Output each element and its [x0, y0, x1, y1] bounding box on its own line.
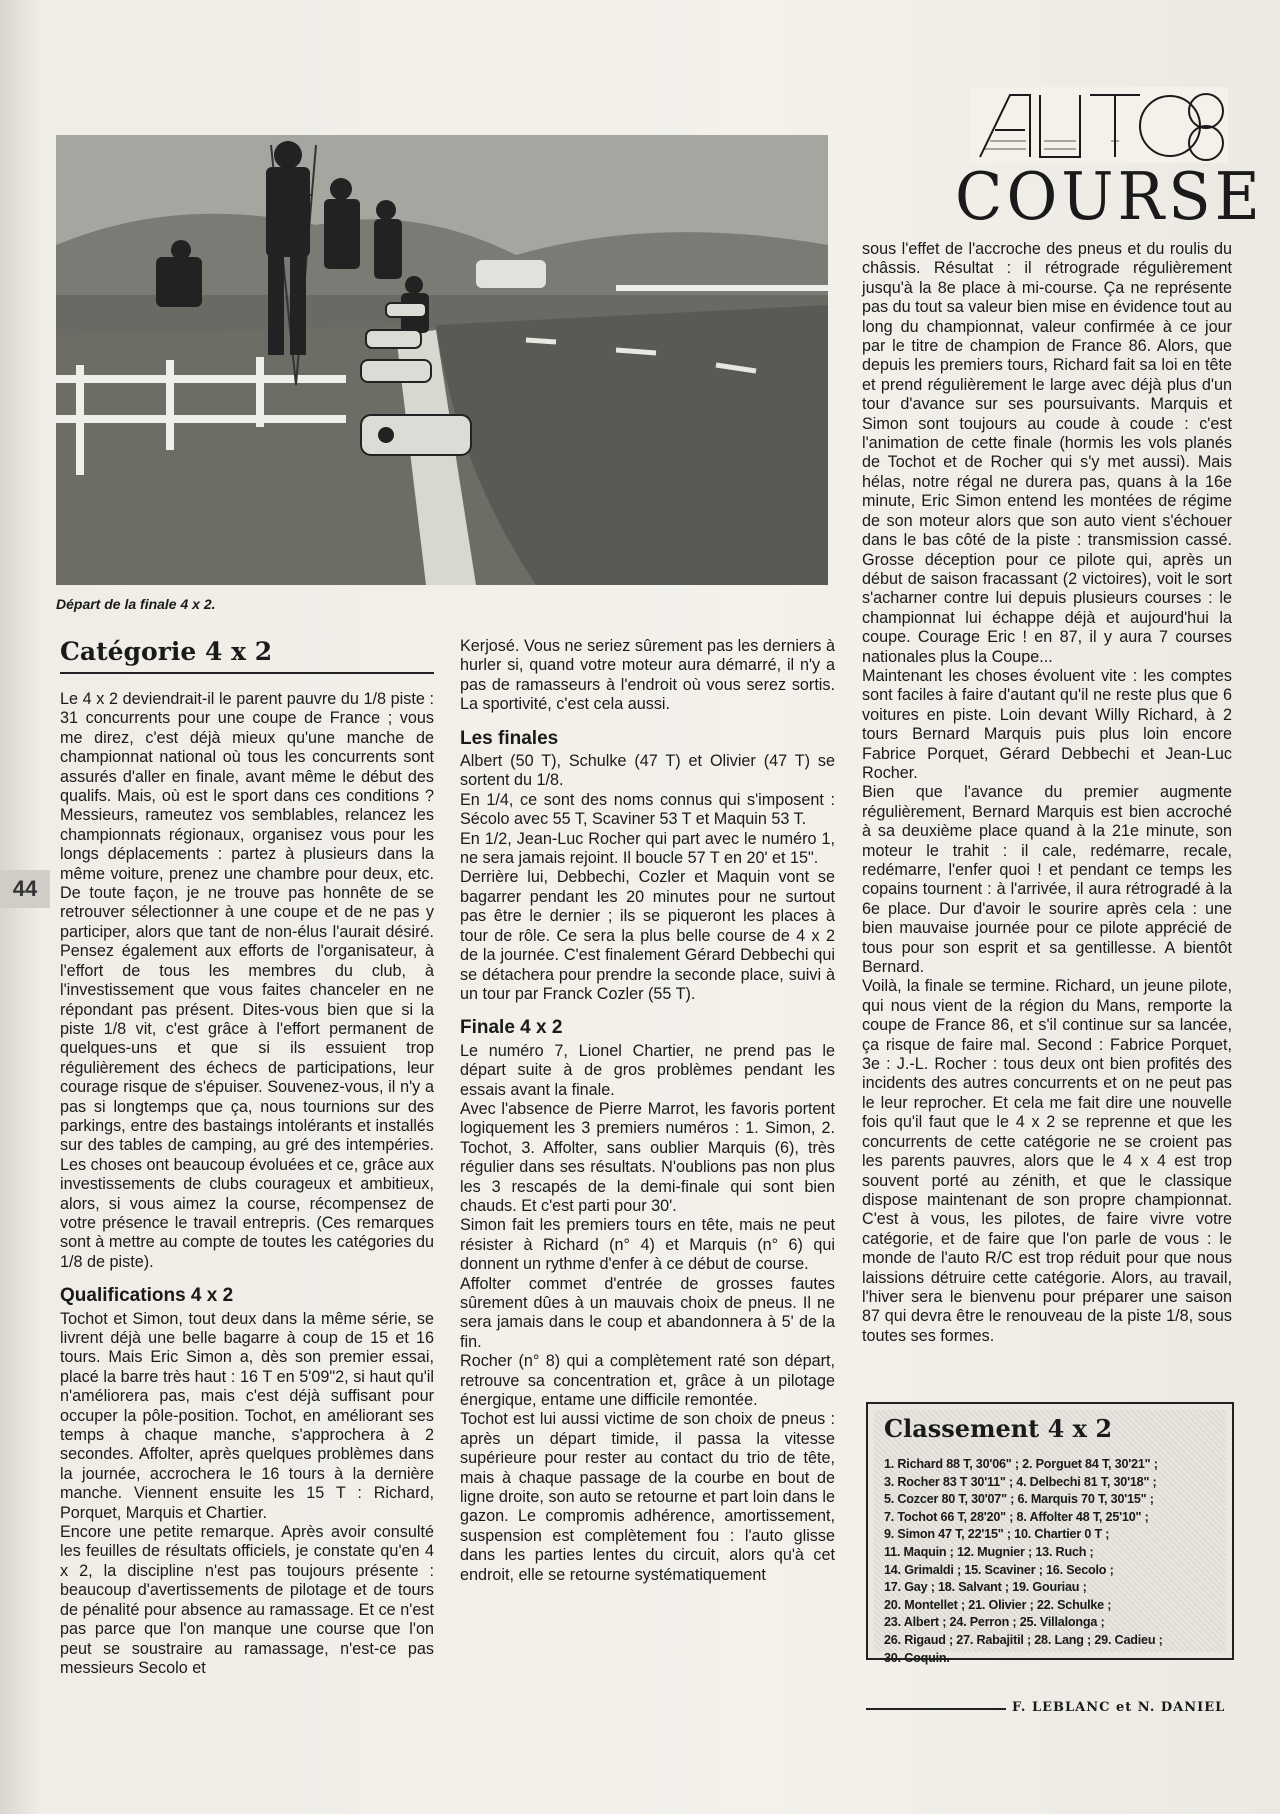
column-3-paragraph-3: Bien que l'avance du premier augmente régulièrement, Bernard Marquis est bien accroché à sa deuxième place quand à la 21e minute, son moteur le trahit : il cale, redémarre, recale, redémarre, l'enfer quoi ! et pendant ce temps les copains tournent : à l'arrivée, il aura rétrogradé à la 6e place. Dur d'avoir le sourire après cela : une bien mauvaise journée pour ce pilote apprécié de tous pour son esprit et sa gentillesse. A bientôt Bernard. [862, 783, 1232, 977]
finales-paragraph-2: En 1/4, ce sont des noms connus qui s'imposent : Sécolo avec 55 T, Scaviner 53 T et Maquin 53 T. [460, 790, 835, 829]
continued-paragraph: Kerjosé. Vous ne seriez sûrement pas les derniers à hurler si, quand votre moteur aura démarré, il n'y a pas de ramasseurs à l'endroit où vous serez sortis. La sportivité, c'est cela aussi. [460, 637, 835, 714]
author-byline: F. LEBLANC et N. DANIEL [1012, 1700, 1226, 1715]
page-number: 44 [0, 870, 50, 908]
standings-line: 23. Albert ; 24. Perron ; 25. Villalonga ; [884, 1615, 1105, 1630]
column-3-paragraph-1: sous l'effet de l'accroche des pneus et du roulis du châssis. Résultat : il rétrograde régulièrement jusqu'à la 8e place à mi-course. Ça ne représente pas du tout sa valeur bien mise en évidence tout au long du championnat, valeur confirmée à ce jour par le titre de champion de France 86. Alors, que depuis les premiers tours, Richard fait sa loi en tête et prend régulièrement le large avec déjà plus d'un tour d'avance sur ses poursuivants. Marquis et Simon sont toujours au coude à coude : c'est l'animation de cette finale (hormis les vols planés de Tochot et de Rocher qui s'y met aussi). Mais hélas, notre régal ne durera pas, quans à la 16e minute, Eric Simon entend les montées de régime de son moteur alors que son auto vient s'échouer dans le bas côté de la piste : transmission cassé. Grosse déception pour ce pilote qui, après un début de saison fracassant (2 victoires), voit le sort s'acharner contre lui depuis plusieurs courses : le championnat lui échappe déjà et aujourd'hui la coupe. Courage Eric ! en 87, il y aura 7 courses nationales plus la Coupe... [862, 240, 1232, 666]
qualifications-paragraph-1: Tochot et Simon, tout deux dans la même série, se livrent déjà une belle bagarre à coup de 15 et 16 tours. Mais Eric Simon a, dès son premier essai, placé la barre très haut : 16 T en 5'09"2, si haut qu'il n'améliorera pas, mais c'est déjà suffisant pour occuper la pôle-position. Tochot, en améliorant ses temps à chaque manche, s'approchera à 2 secondes. Affolter, après quelques problèmes dans la journée, accrochera le 16 tours à la dernière manche. Viennent ensuite les 15 T : Richard, Porquet, Marquis et Chartier. [60, 1309, 434, 1522]
finale-paragraph-1: Le numéro 7, Lionel Chartier, ne prend pas le départ suite à de gros problèmes pendant les essais avant la finale. [460, 1041, 835, 1099]
finale-heading: Finale 4 x 2 [460, 1017, 563, 1039]
standings-line: 17. Gay ; 18. Salvant ; 19. Gouriau ; [884, 1580, 1087, 1595]
standings-line: 30. Coquin. [884, 1650, 950, 1665]
column-3-paragraph-2: Maintenant les choses évoluent vite : les comptes sont faciles à faire d'autant qu'il ne reste plus que 6 voitures en piste. Loin devant Willy Richard, à 2 tours Bernard Marquis puis plus loin encore Fabrice Porquet, Gérard Debbechi et Jean-Luc Rocher. [862, 666, 1232, 782]
qualifications-heading: Qualifications 4 x 2 [60, 1285, 234, 1307]
standings-title: Classement 4 x 2 [884, 1414, 1113, 1443]
finale-paragraph-4: Affolter commet d'entrée de grosses fautes sûrement dûes à un mauvais choix de pneus. Il ne sera jamais dans le coup et abandonnera à 5' de la fin. [460, 1274, 835, 1351]
finales-paragraph-4: Derrière lui, Debbechi, Cozler et Maquin vont se bagarrer pendant les 20 minutes pour ne surtout pas être le dernier ; ils se piqueront les places à tour de rôle. Ce sera la plus belle course de 4 x 2 de la journée. C'est finalement Gérard Debbechi qui se détachera pour prendre la seconde place, suivi à un tour par Franck Cozler (55 T). [460, 868, 835, 1003]
standings-line: 1. Richard 88 T, 30'06" ; 2. Porguet 84 T, 30'21" ; [884, 1457, 1158, 1471]
photo-caption: Départ de la finale 4 x 2. [56, 596, 216, 612]
standings-line: 26. Rigaud ; 27. Rabajitil ; 28. Lang ; 29. Cadieu ; [884, 1632, 1163, 1647]
race-start-photo [56, 135, 828, 585]
standings-list [884, 1456, 1222, 1667]
finales-paragraph-3: En 1/2, Jean-Luc Rocher qui part avec le numéro 1, ne sera jamais rejoint. Il boucle 57 T en 20' et 15". [460, 829, 835, 868]
standings-line: 11. Maquin ; 12. Mugnier ; 13. Ruch ; [884, 1544, 1094, 1559]
intro-paragraph: Le 4 x 2 deviendrait-il le parent pauvre du 1/8 piste : 31 concurrents pour une coupe de France ; vous me direz, c'est déjà mieux qu'une manche de championnat national où tous les concurrents sont assurés d'aller en finale, avant même le début des qualifs. Mais, où est le sport dans ces conditions ? Messieurs, rameutez vos semblables, relancez les championnats régionaux, organisez vous pour les longs déplacements : partez à plusieurs dans la même voiture, prenez une chambre pour deux, etc. De toute façon, je ne trouve pas honnête de se retrouver sélectionner à une coupe et de ne pas y participer, alors que tant de non-élus l'aurait désiré. Pensez également aux efforts de l'organisateur, à l'effort de tous les membres du club, à l'investissement que vous faites chanceler en ne répondant pas présent. Dites-vous bien que si la piste 1/8 vit, c'est grâce à l'effort permanent de quelques-uns et que si ils essuient trop régulièrement des échecs de participations, leur courage risque de s'épuiser. Souvenez-vous, il n'y a pas si longtemps que ça, nous tournions sur des parkings, entre des bastaings intolérants et installés sur des tables de camping, au gré des intempéries. Les choses ont beaucoup évoluées et ce, grâce aux investissements de clubs courageux et ambitieux, alors, si vous aimez la course, récompensez de votre présence le travail entrepris. (Ces remarques sont à mettre au compte de toutes les catégories du 1/8 de piste). [60, 690, 434, 1271]
standings-line: 7. Tochot 66 T, 28'20" ; 8. Affolter 48 T, 25'10" ; [884, 1509, 1149, 1524]
standings-line: 5. Cozcer 80 T, 30'07" ; 6. Marquis 70 T, 30'15" ; [884, 1492, 1154, 1507]
finale-paragraph-6: Tochot est lui aussi victime de son choix de pneus : après un départ timide, il passa la vitesse supérieure pour rester au contact du trio de tête, mais à chaque passage de la courbe en bout de ligne droite, son auto se retourne et part loin dans le gazon. Le compromis adhérence, amortissement, suspension est complètement fou : l'auto glisse dans les parties lentes du circuit, alors qu'à cet endroit, elle se retourne systématiquement [460, 1410, 835, 1584]
standings-line: 3. Rocher 83 T 30'11" ; 4. Delbechi 81 T, 30'18" ; [884, 1474, 1157, 1489]
finale-paragraph-2: Avec l'absence de Pierre Marrot, les favoris portent logiquement les 3 premiers numéros : 1. Simon, 2. Tochot, 3. Affolter, sans oublier Marquis (6), très régulier dans ses résultats. N'oublions pas non plus les 3 rescapés de la demi-finale qui sont bien chauds. Et c'est parti pour 30'. [460, 1099, 835, 1215]
auto8-logo-graphic [970, 85, 1230, 165]
heading-rule [60, 672, 434, 674]
standings-line: 14. Grimaldi ; 15. Scaviner ; 16. Secolo ; [884, 1562, 1114, 1577]
standings-line: 9. Simon 47 T, 22'15" ; 10. Chartier 0 T ; [884, 1527, 1110, 1542]
qualifications-paragraph-2: Encore une petite remarque. Après avoir consulté les feuilles de résultats officiels, je constate qu'en 4 x 2, la discipline n'est pas toujours présente : beaucoup d'avertissements de pilotage et de tours de pénalité pour absence au ramassage. Et ce n'est pas parce que l'on manque une course que l'on peut se soustraire au ramassage, n'est-ce pas messieurs Secolo et [60, 1523, 434, 1677]
finales-heading: Les finales [460, 727, 559, 749]
column-2 [460, 637, 835, 1585]
column-3 [862, 240, 1232, 1346]
finale-paragraph-3: Simon fait les premiers tours en tête, mais ne peut résister à Richard (n° 4) et Marquis (n° 6) qui donnent un rythme d'enfer à ce début de course. [460, 1216, 835, 1274]
finales-paragraph-1: Albert (50 T), Schulke (47 T) et Olivier (47 T) se sortent du 1/8. [460, 752, 835, 790]
standings-box [866, 1402, 1234, 1665]
race-scene-illustration [56, 135, 828, 585]
category-heading: Catégorie 4 x 2 [60, 637, 273, 666]
standings-line: 20. Montellet ; 21. Olivier ; 22. Schulke ; [884, 1597, 1112, 1612]
column-1 [60, 690, 434, 1678]
finale-paragraph-5: Rocher (n° 8) qui a complètement raté son départ, retrouve sa concentration et, grâce à un pilotage énergique, entame une difficile remontée. [460, 1352, 835, 1410]
section-title-course: COURSE [955, 158, 1264, 235]
column-3-paragraph-4: Voilà, la finale se termine. Richard, un jeune pilote, qui nous vient de la région du Mans, remporte la coupe de France 86, et s'il continue sur sa lancée, ça risque de faire mal. Second : Fabrice Porquet, 3e : J.-L. Rocher : tous deux ont bien profités des incidents des autres concurrents et on ne peut pas le leur reprocher. Et cela me fait dire une nouvelle fois qu'il faut que le 4 x 2 se reprenne et que les concurrents de cette catégorie ne se croient pas les parents pauvres, alors que le 4 x 4 est trop souvent porté au zénith, et que le classique dispose maintenant de son propre championnat. C'est à vous, les pilotes, de faire vivre votre catégorie, et de faire que l'on parle de vous : le monde de l'auto R/C est trop réduit pour que nous laissions détruire cette catégorie. Alors, au travail, l'hiver sera le bienvenu pour préparer une saison 87 qui devra être le renouveau de la piste 1/8, sous toutes ses formes. [862, 977, 1232, 1345]
byline-rule [866, 1708, 1006, 1710]
